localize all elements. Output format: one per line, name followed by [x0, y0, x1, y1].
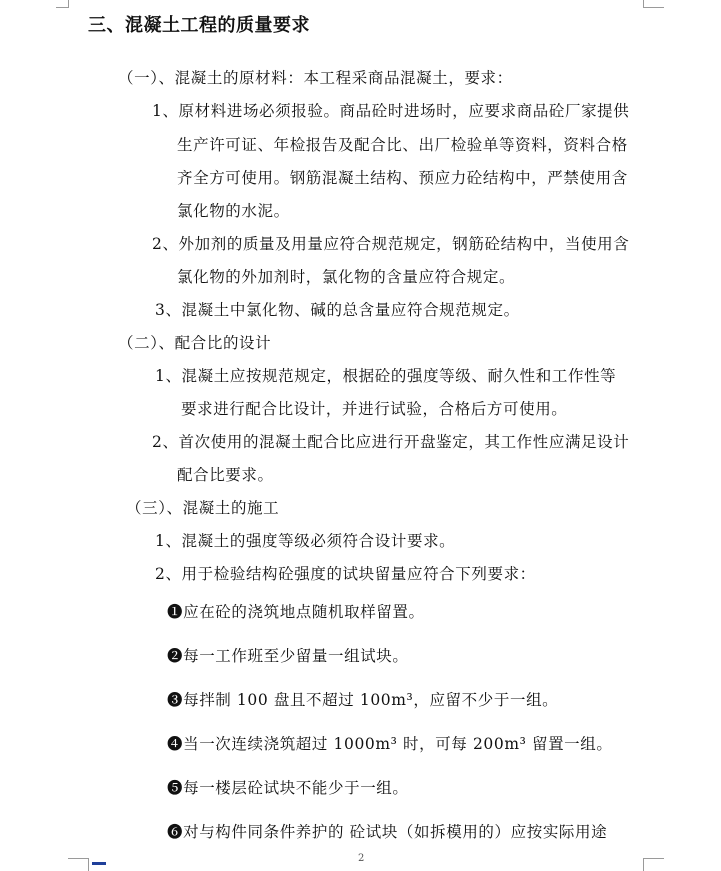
page-number: 2	[358, 853, 365, 864]
list-item-continuation: 氯化物的水泥。	[177, 202, 290, 220]
list-item-first-line: 1、混凝土的强度等级必须符合设计要求。	[155, 532, 456, 550]
crop-mark-bottom-right	[643, 858, 664, 871]
list-item-first-line: 3、混凝土中氯化物、碱的总含量应符合规范规定。	[155, 301, 520, 319]
list-item-continuation: 要求进行配合比设计，并进行试验，合格后方可使用。	[181, 400, 568, 418]
list-item-first-line: 2、用于检验结构砼强度的试块留量应符合下列要求：	[155, 565, 536, 583]
numbered-requirement: ➋每一工作班至少留量一组试块。	[167, 647, 409, 665]
text-cursor-marker	[92, 862, 106, 865]
numbered-requirement: ➍当一次连续浇筑超过 1000m³ 时，可每 200m³ 留置一组。	[167, 735, 613, 753]
list-item-first-line: 1、原材料进场必须报验。商品砼时进场时，应要求商品砼厂家提供	[152, 102, 630, 120]
numbered-requirement: ➌每拌制 100 盘且不超过 100m³，应留不少于一组。	[167, 691, 559, 709]
crop-mark-top-right	[643, 0, 664, 8]
subsection-title: （一）、混凝土的原材料：本工程采商品混凝土，要求：	[118, 69, 513, 87]
section-heading: 三、混凝土工程的质量要求	[88, 15, 310, 36]
list-item-continuation: 齐全方可使用。钢筋混凝土结构、预应力砼结构中，严禁使用含	[177, 169, 628, 187]
list-item-continuation: 配合比要求。	[177, 466, 274, 484]
list-item-continuation: 氯化物的外加剂时，氯化物的含量应符合规定。	[177, 268, 516, 286]
list-item-first-line: 1、混凝土应按规范规定，根据砼的强度等级、耐久性和工作性等	[155, 367, 617, 385]
crop-mark-bottom-left	[68, 858, 89, 871]
crop-mark-top-left	[56, 0, 69, 8]
list-item-continuation: 生产许可证、年检报告及配合比、出厂检验单等资料，资料合格	[177, 136, 628, 154]
numbered-requirement: ➎每一楼层砼试块不能少于一组。	[167, 779, 409, 797]
subsection-title: （三）、混凝土的施工	[126, 499, 280, 517]
numbered-requirement: ➊应在砼的浇筑地点随机取样留置。	[167, 603, 425, 621]
list-item-first-line: 2、外加剂的质量及用量应符合规范规定，钢筋砼结构中，当使用含	[152, 235, 630, 253]
list-item-first-line: 2、首次使用的混凝土配合比应进行开盘鉴定，其工作性应满足设计	[152, 433, 630, 451]
numbered-requirement: ➏对与构件同条件养护的 砼试块（如拆模用的）应按实际用途	[167, 823, 608, 841]
subsection-title: （二）、配合比的设计	[118, 334, 272, 352]
